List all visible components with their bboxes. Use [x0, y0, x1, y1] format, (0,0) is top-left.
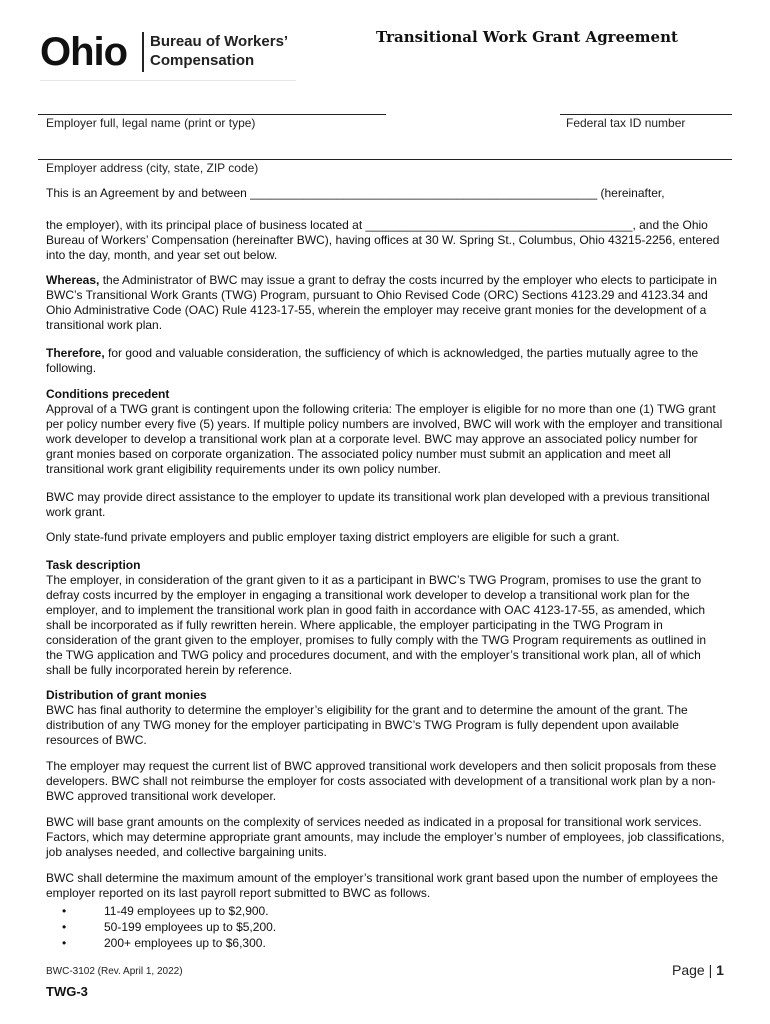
agency-name	[150, 32, 288, 70]
logo-rule	[40, 80, 296, 81]
maximum-paragraph: BWC shall determine the maximum amount of the employer’s transitional work grant based upon the number of employees the employer reported on its last payroll report submitted to BWC as follows.	[46, 871, 718, 900]
therefore-lead: Therefore,	[46, 346, 105, 360]
state-fund-paragraph: Only state-fund private employers and public employer taxing district employers are eligible for such a grant.	[46, 530, 620, 544]
page-indicator	[672, 962, 724, 978]
task-section	[46, 558, 726, 678]
whereas-paragraph	[46, 273, 726, 333]
form-number: BWC-3102 (Rev. April 1, 2022)	[46, 966, 183, 977]
complexity-paragraph: BWC will base grant amounts on the complexity of services needed as indicated in a proposal for transitional work services. Factors, which may determine appropriate grant amounts, may include the employer’s number of employees, job classifications, job analyses needed, and collective bargaining units.	[46, 815, 725, 859]
employer-address-line[interactable]	[38, 159, 732, 160]
whereas-lead: Whereas,	[46, 273, 100, 287]
employer-address-label: Employer address (city, state, ZIP code)	[46, 161, 259, 175]
logo-divider	[142, 32, 144, 72]
ohio-wordmark: Ohio	[40, 30, 128, 74]
list-item: • 11-49 employees up to $2,900.	[62, 903, 276, 919]
developers-paragraph: The employer may request the current list of BWC approved transitional work developers and then solicit proposals from these developers. BWC shall not reimburse the employer for costs associated with development of a transitional work plan by a non-BWC approved transitional work developer.	[46, 759, 717, 803]
federal-tax-id-line[interactable]	[560, 114, 732, 115]
federal-tax-id-label: Federal tax ID number	[566, 116, 686, 130]
task-text: The employer, in consideration of the grant given to it as a participant in BWC’s TWG Program, promises to use the grant to defray costs incurred by the employer in engaging a transitional work developer to develop a transitional work plan for the employer, and to implement the transitional work plan in good faith in accordance with OAC 4123-17-55, as amended, which shall be incorporated as if fully rewritten herein. Where applicable, the employer participating in the TWG Program in consideration of the grant given to the employer, promises to fully comply with the TWG Program requirements as outlined in the TWG application and TWG policy and procedures document, and with the employer’s transitional work plan, all of which shall be fully incorporated herein by reference.	[46, 573, 707, 677]
agency-name-line2: Compensation	[150, 52, 255, 69]
therefore-paragraph	[46, 346, 726, 376]
whereas-text: the Administrator of BWC may issue a grant to defray the costs incurred by the employer who elects to participate in BWC’s Transitional Work Grants (TWG) Program, pursuant to Ohio Revised Code (ORC) Sections 4123.29 and 4123.34 and Ohio Administrative Code (OAC) Rule 4123-17-55, wherein the employer may receive grant monies for the development of a transitional work plan.	[46, 273, 717, 332]
page-label: Page |	[672, 962, 713, 978]
employer-place-paragraph: the employer), with its principal place of business located at ________________________________________, and the Ohio Bureau of Workers’ Compensation (hereinafter BWC), having offices at 30 W. Spring St., Columbus, Ohio 43215-2256, entered into the day, month, and year set out below.	[46, 218, 720, 262]
page-number: 1	[716, 962, 724, 978]
conditions-heading: Conditions precedent	[46, 387, 170, 401]
distribution-heading: Distribution of grant monies	[46, 688, 207, 702]
therefore-text: for good and valuable consideration, the sufficiency of which is acknowledged, the parties mutually agree to the following.	[46, 346, 699, 375]
grant-tier-list	[62, 903, 276, 951]
document-title: Transitional Work Grant Agreement	[376, 28, 678, 46]
distribution-section	[46, 688, 726, 748]
agency-name-line1: Bureau of Workers’	[150, 33, 289, 50]
employer-name-line[interactable]	[38, 114, 386, 115]
distribution-text: BWC has final authority to determine the employer’s eligibility for the grant and to determine the amount of the grant. The distribution of any TWG money for the employer participating in BWC’s TWG Program is fully dependent upon available resources of BWC.	[46, 703, 688, 747]
conditions-text: Approval of a TWG grant is contingent upon the following criteria: The employer is eligible for no more than one (1) TWG grant per policy number every five (5) years. If multiple policy numbers are involved, BWC will work with the employer and transitional work developer to develop a transitional work plan at a corporate level. BWC may approve an associated policy number for grant monies based on corporate organization. The associated policy number must submit an application and meet all transitional work grant eligibility requirements under its own policy number.	[46, 402, 723, 476]
agreement-paragraph: This is an Agreement by and between ____________________________________________________ (hereinafter,	[46, 186, 665, 200]
form-code: TWG-3	[46, 984, 88, 999]
employer-name-label: Employer full, legal name (print or type)	[46, 116, 256, 130]
list-item: • 50-199 employees up to $5,200.	[62, 919, 276, 935]
direct-assistance-paragraph: BWC may provide direct assistance to the employer to update its transitional work plan developed with a previous transitional work grant.	[46, 490, 710, 519]
list-item: • 200+ employees up to $6,300.	[62, 935, 276, 951]
bwc-logo	[40, 28, 300, 80]
conditions-section	[46, 387, 726, 477]
task-heading: Task description	[46, 558, 141, 572]
